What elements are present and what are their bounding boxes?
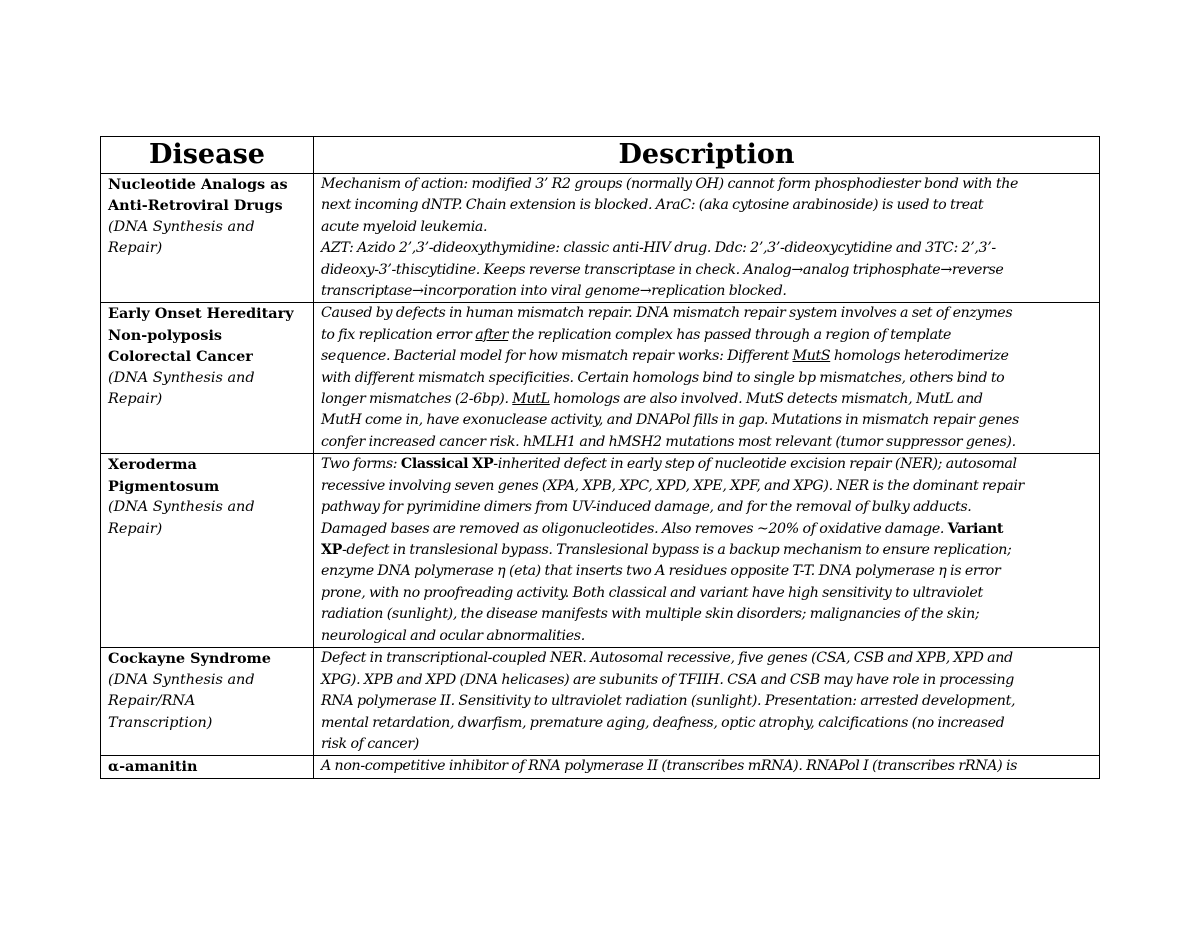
disease-cell [101,174,314,303]
disease-name-line: Pigmentosum [108,477,220,495]
underlined-term: MutS [792,348,831,365]
description-line: transcriptase→incorporation into viral genome→replication blocked. [321,283,787,300]
description-line: prone, with no proofreading activity. Both classical and variant have high sensitivity to ultraviolet [321,584,983,601]
underlined-term: MutL [512,391,550,408]
disease-category-line: Repair) [108,391,163,408]
disease-cell [101,648,314,756]
description-line: AZT: Azido 2’,3’-dideoxythymidine: classic anti-HIV drug. Ddc: 2’,3’-dideoxycytidine and 3TC: 2’,3’- [321,240,996,257]
disease-name-line: Colorectal Cancer [108,348,253,366]
disease-category-line: Transcription) [108,714,213,731]
disease-category-line: (DNA Synthesis and [108,499,255,516]
header-row [101,137,1100,174]
disease-cell [101,454,314,648]
disease-category-line: (DNA Synthesis and [108,369,255,386]
description-line: RNA polymerase II. Sensitivity to ultraviolet radiation (sunlight). Presentation: arrested development, [321,693,1016,710]
description-line: confer increased cancer risk. hMLH1 and hMSH2 mutations most relevant (tumor suppressor genes). [321,433,1016,450]
description-line: Two forms: Classical XP-inherited defect in early step of nucleotide excision repair (NER); autosomal [321,456,1017,473]
description-line: Caused by defects in human mismatch repair. DNA mismatch repair system involves a set of enzymes [321,305,1013,322]
disease-name-line: Non-polyposis [108,326,223,344]
table-row [101,174,1100,303]
description-line: Damaged bases are removed as oligonucleotides. Also removes ~20% of oxidative damage. Variant [321,520,1004,537]
description-line: A non-competitive inhibitor of RNA polymerase II (transcribes mRNA). RNAPol I (transcribes rRNA) is [321,758,1018,775]
description-line: sequence. Bacterial model for how mismatch repair works: Different MutS homologs heterodimerize [321,348,1009,365]
disease-name-line: Anti-Retroviral Drugs [108,197,283,215]
description-line: acute myeloid leukemia. [321,218,488,235]
description-line: XP-defect in translesional bypass. Translesional bypass is a backup mechanism to ensure replication; [321,542,1012,559]
disease-name-line: α-amanitin [108,758,198,776]
disease-category-line: (DNA Synthesis and [108,671,255,688]
description-line: next incoming dNTP. Chain extension is blocked. AraC: (aka cytosine arabinoside) is used to treat [321,197,984,214]
table-row [101,454,1100,648]
disease-table [100,136,1100,779]
description-column-header: Description [314,137,1100,174]
description-line: recessive involving seven genes (XPA, XPB, XPC, XPD, XPE, XPF, and XPG). NER is the dominant repair [321,477,1024,494]
underlined-term: after [475,326,509,343]
description-line: radiation (sunlight), the disease manifests with multiple skin disorders; malignancies of the skin; [321,606,980,623]
description-line: mental retardation, dwarfism, premature aging, deafness, optic atrophy, calcifications (no increased [321,714,1005,731]
table-row [101,756,1100,778]
description-line: dideoxy-3’-thiscytidine. Keeps reverse transcriptase in check. Analog→analog triphosphate→reverse [321,261,1004,278]
disease-column-header: Disease [101,137,314,174]
description-cell [314,303,1100,454]
description-line: risk of cancer) [321,736,419,753]
disease-category-line: (DNA Synthesis and [108,218,255,235]
description-line: longer mismatches (2-6bp). MutL homologs are also involved. MutS detects mismatch, MutL and [321,391,983,408]
disease-cell [101,303,314,454]
disease-category-line: Repair) [108,520,163,537]
table-row [101,648,1100,756]
description-cell [314,648,1100,756]
disease-name-line: Xeroderma [108,456,197,474]
description-cell [314,174,1100,303]
bold-term: XP [321,542,342,559]
bold-term: Variant [947,520,1004,537]
disease-name-line: Early Onset Hereditary [108,305,294,323]
bold-term: Classical XP [400,456,494,473]
disease-name-line: Nucleotide Analogs as [108,176,288,193]
table-row [101,303,1100,454]
description-cell [314,756,1100,778]
description-line: XPG). XPB and XPD (DNA helicases) are subunits of TFIIH. CSA and CSB may have role in processing [321,671,1014,688]
description-line: neurological and ocular abnormalities. [321,627,585,644]
description-line: with different mismatch specificities. Certain homologs bind to single bp mismatches, others bind to [321,369,1005,386]
description-cell [314,454,1100,648]
description-line: to fix replication error after the replication complex has passed through a region of template [321,326,952,343]
description-line: MutH come in, have exonuclease activity, and DNAPol fills in gap. Mutations in mismatch repair genes [321,412,1019,429]
disease-category-line: Repair) [108,240,163,257]
description-line: enzyme DNA polymerase η (eta) that inserts two A residues opposite T-T. DNA polymerase η is error [321,563,1001,580]
disease-name-line: Cockayne Syndrome [108,650,271,668]
description-line: pathway for pyrimidine dimers from UV-induced damage, and for the removal of bulky adducts. [321,499,972,516]
disease-cell [101,756,314,778]
disease-category-line: Repair/RNA [108,693,196,710]
description-line: Defect in transcriptional-coupled NER. Autosomal recessive, five genes (CSA, CSB and XPB, XPD and [321,650,1013,667]
description-line: Mechanism of action: modified 3’ R2 groups (normally OH) cannot form phosphodiester bond with the [321,176,1019,192]
